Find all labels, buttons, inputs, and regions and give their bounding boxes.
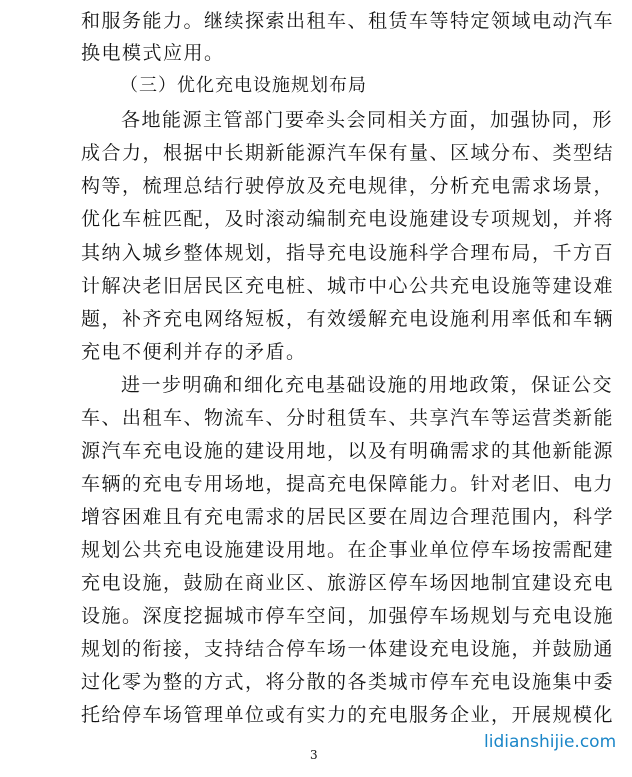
body-line-13: 源汽车充电设施的建设用地，以及有明确需求的其他新能源 xyxy=(81,440,615,462)
body-line-10: 充电不便利并存的矛盾。 xyxy=(81,341,307,363)
body-line-14: 车辆的充电专用场地，提高充电保障能力。针对老旧、电力 xyxy=(81,473,615,495)
body-line-15: 增容困难且有充电需求的居民区要在周边合理范围内，科学 xyxy=(81,506,615,528)
body-line-20: 过化零为整的方式，将分散的各类城市停车充电设施集中委 xyxy=(81,671,615,693)
body-line-6: 优化车桩匹配，及时滚动编制充电设施建设专项规划，并将 xyxy=(81,208,615,230)
body-line-2: 换电模式应用。 xyxy=(81,42,225,64)
body-line-9: 题，补齐充电网络短板，有效缓解充电设施利用率低和车辆 xyxy=(81,308,615,330)
body-line-8: 计解决老旧居民区充电桩、城市中心公共充电设施等建设难 xyxy=(81,275,615,297)
body-line-7: 其纳入城乡整体规划，指导充电设施科学合理布局，千方百 xyxy=(81,242,615,264)
body-line-1: 和服务能力。继续探索出租车、租赁车等特定领域电动汽车 xyxy=(81,10,615,32)
body-line-16: 规划公共充电设施建设用地。在企事业单位停车场按需配建 xyxy=(81,539,615,561)
body-line-11: 进一步明确和细化充电基础设施的用地政策，保证公交 xyxy=(121,374,614,396)
body-line-4: 成合力，根据中长期新能源汽车保有量、区域分布、类型结 xyxy=(81,142,615,164)
body-line-12: 车、出租车、物流车、分时租赁车、共享汽车等运营类新能 xyxy=(81,407,615,429)
page-number: 3 xyxy=(310,748,318,762)
body-line-21: 托给停车场管理单位或有实力的充电服务企业，开展规模化 xyxy=(81,704,615,726)
watermark: lidianshijie.com xyxy=(484,732,617,752)
body-line-3: 各地能源主管部门要牵头会同相关方面，加强协同，形 xyxy=(121,109,614,131)
body-line-19: 规划的衔接，支持结合停车场一体建设充电设施，并鼓励通 xyxy=(81,638,615,660)
body-line-5: 构等，梳理总结行驶停放及充电规律，分析充电需求场景， xyxy=(81,175,615,197)
body-line-18: 设施。深度挖掘城市停车空间，加强停车场规划与充电设施 xyxy=(81,605,615,627)
section-heading: （三）优化充电设施规划布局 xyxy=(120,75,367,96)
body-line-17: 充电设施，鼓励在商业区、旅游区停车场因地制宜建设充电 xyxy=(81,572,615,594)
